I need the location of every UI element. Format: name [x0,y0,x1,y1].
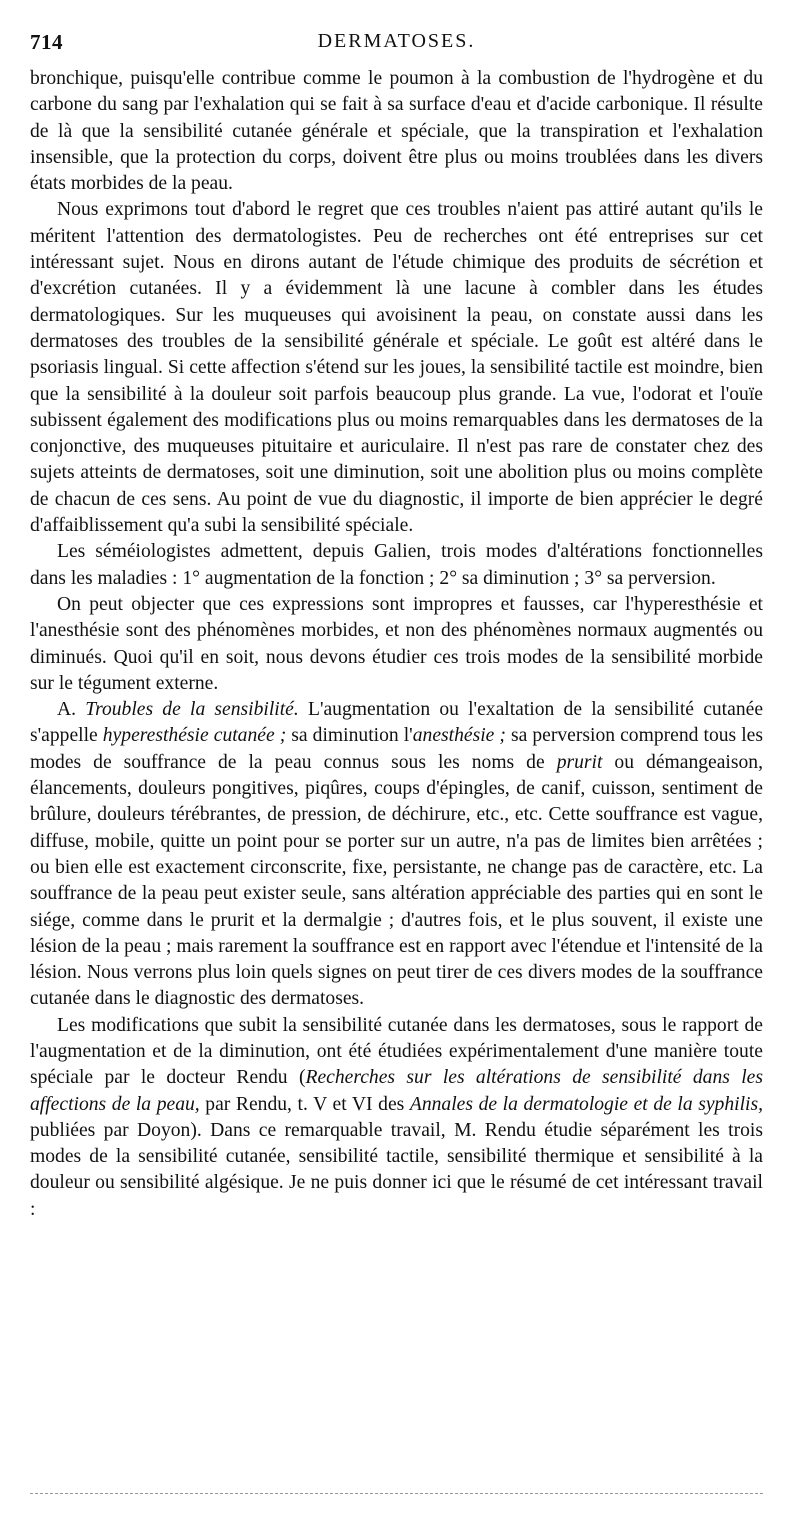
text-run: sa diminution l' [286,725,413,747]
journal-title: Annales de la dermatologie et de la syphilis, [409,1093,764,1115]
paragraph-objection: On peut objecter que ces expressions sont impropres et fausses, car l'hyperesthésie et l'anesthésie sont des phénomènes morbides, et non des phénomènes normaux augmentés ou diminués. Quoi qu'il en soit, nous devons étudier ces trois modes de la sensibilité morbide sur le tégument externe. [30,593,763,694]
running-head [30,22,763,52]
bottom-rule [30,1493,763,1494]
body-text [30,66,763,1223]
section-heading: Troubles de la sensibilité. [85,699,299,721]
running-title: DERMATOSES. [317,30,476,52]
term-hyperesthesie: hyperesthésie cutanée ; [102,725,287,747]
paragraph-section-a [30,697,763,1013]
term-prurit: prurit [556,751,603,773]
text-run: par Rendu, t. V et VI des [199,1093,410,1115]
text-run: L'augmentation ou l'exaltation de la sensibilité cutanée s'appelle [30,699,764,747]
paragraph-rendu [30,1013,763,1223]
paragraph-modes: Les séméiologistes admettent, depuis Galien, trois modes d'altérations fonctionnelles dans les maladies : 1° augmentation de la fonction ; 2° sa diminution ; 3° sa perversion. [30,541,763,589]
section-letter: A. [57,699,86,721]
paragraph-continuation: bronchique, puisqu'elle contribue comme le poumon à la combustion de l'hydrogène et du carbone du sang par l'exhalation qui se fait à sa surface d'eau et d'acide carbonique. Il résulte de là que la sensibilité cutanée générale et spéciale, que la transpiration et l'exhalation insensible, que la protection du corps, doivent être plus ou moins troublées dans les divers états morbides de la peau. [30,68,763,195]
citation-title: Recherches sur les altérations de sensibilité dans les affections de la peau, [30,1067,764,1115]
text-run: Les modifications que subit la sensibilité cutanée dans les dermatoses, sous le rapport de l'augmentation et de la diminution, ont été étudiées expérimentalement d'une manière toute spéciale par le docteur Rendu ( [30,1014,763,1089]
text-run: publiées par Doyon). Dans ce remarquable travail, M. Rendu étudie séparément les trois modes de la sensibilité cutanée, sensibilité tactile, sensibilité thermique et sensibilité à la douleur ou sensibilité algésique. Je ne puis donner ici que le résumé de cet intéressant travail : [30,1119,763,1220]
text-run: sa perversion comprend tous les modes de souffrance de la peau connus sous les noms de [30,725,763,773]
text-run: ou démangeaison, élancements, douleurs pongitives, piqûres, coups d'épingles, de canif, cuisson, sentiment de brûlure, douleurs térébrantes, de pression, de déchirure, etc., etc. Cette souffrance est vague, diffuse, mobile, quitte un point pour se porter sur un autre, n'a pas de limites bien arrêtées ; ou bien elle est exactement circonscrite, fixe, persistante, ne change pas de caractère, etc. La souffrance de la peau peut exister seule, sans altération appréciable des parties qui en sont le siége, comme dans le prurit et la dermalgie ; d'autres fois, et le plus souvent, il existe une lésion de la peau ; mais rarement la souffrance est en rapport avec l'étendue et l'intensité de la lésion. Nous verrons plus loin quels signes on peut tirer de ces divers modes de la souffrance cutanée dans le diagnostic des dermatoses. [30,751,763,1010]
paragraph-regret: Nous exprimons tout d'abord le regret que ces troubles n'aient pas attiré autant qu'ils le méritent l'attention des dermatologistes. Peu de recherches ont été entreprises sur cet intéressant sujet. Nous en dirons autant de l'étude chimique des produits de sécrétion et d'excrétion cutanées. Il y a évidemment là une lacune à combler dans les études dermatologiques. Sur les muqueuses qui avoisinent la peau, on constate aussi dans les dermatoses des troubles de la sensibilité générale et spéciale. Le goût est altéré dans le psoriasis lingual. Si cette affection s'étend sur les joues, la sensibilité tactile est moindre, bien que la sensibilité à la douleur soit parfois beaucoup plus grande. La vue, l'odorat et l'ouïe subissent également des modifications plus ou moins remarquables dans les dermatoses de la conjonctive, des muqueuses pituitaire et auriculaire. Il n'est pas rare de constater chez des sujets atteints de dermatoses, soit une diminution, soit une abolition plus ou moins complète de chacun de ces sens. Au point de vue du diagnostic, il importe de bien apprécier le degré d'affaiblissement qu'a subi la sensibilité spéciale. [30,199,763,537]
term-anesthesie: anesthésie ; [412,725,506,747]
page-number: 714 [30,30,63,54]
